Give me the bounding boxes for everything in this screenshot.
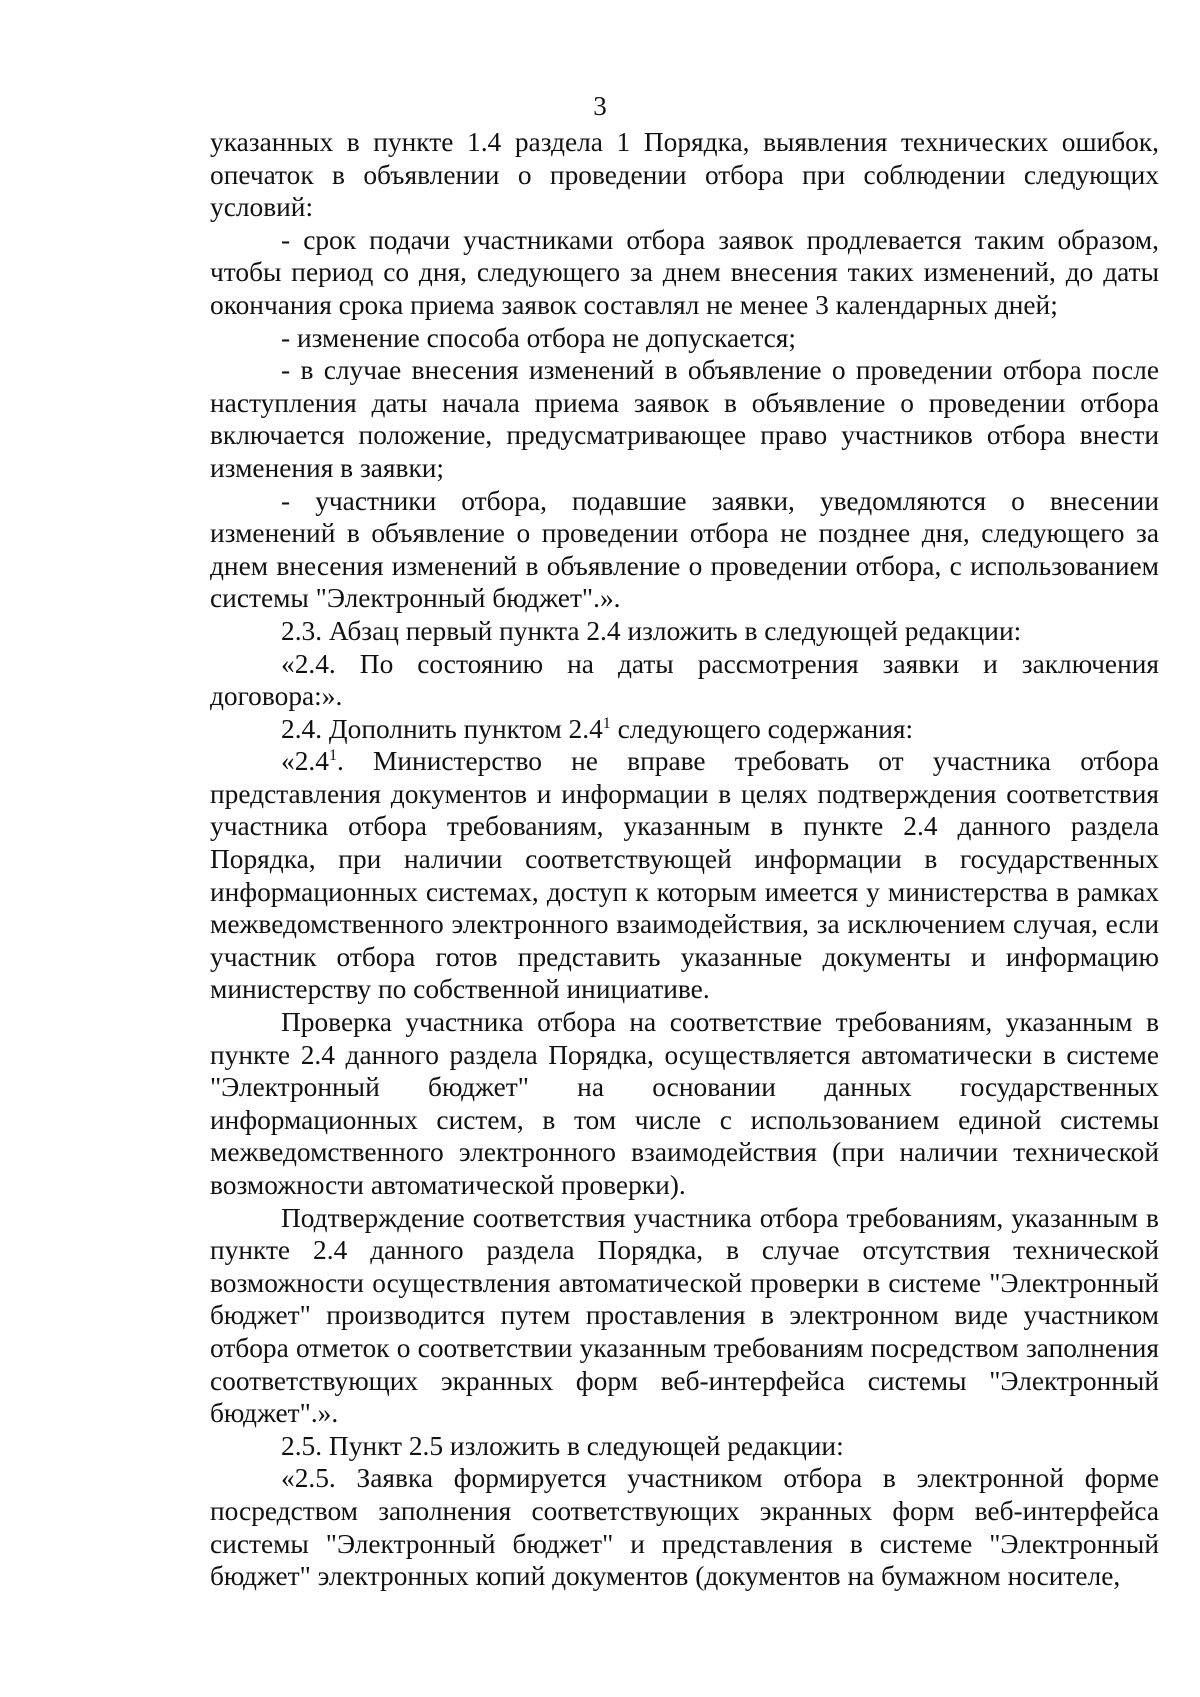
- paragraph-text: «2.4: [281, 746, 329, 777]
- document-body: [210, 126, 1159, 1593]
- paragraph-text: «2.4. По состоянию на даты рассмотрения заявки и заключения договора:».: [210, 648, 1159, 712]
- paragraph: [210, 1006, 1159, 1202]
- paragraph: [210, 745, 1159, 1006]
- paragraph: [210, 126, 1159, 224]
- paragraph-text: - в случае внесения изменений в объявление о проведении отбора после наступления даты начала приема заявок в объявление о проведении отбора включается положение, предусматривающее право участников отбора внести изменения в заявки;: [210, 355, 1159, 483]
- paragraph-text: Проверка участника отбора на соответствие требованиям, указанным в пункте 2.4 данного раздела Порядка, осуществляется автоматически в системе "Электронный бюджет" на основании данных государственных информационных систем, в том числе с использованием единой системы межведомственного электронного взаимодействия (при наличии технической возможности автоматической проверки).: [210, 1007, 1159, 1200]
- paragraph: [210, 485, 1159, 615]
- page-number: 3: [593, 91, 607, 121]
- paragraph: [210, 1430, 1159, 1463]
- paragraph: [210, 224, 1159, 322]
- paragraph-text: 2.4. Дополнить пунктом 2.4: [281, 713, 603, 744]
- paragraph-text: 2.5. Пункт 2.5 изложить в следующей редакции:: [281, 1430, 844, 1461]
- paragraph: [210, 713, 1159, 746]
- paragraph-text: «2.5. Заявка формируется участником отбора в электронной форме посредством заполнения соответствующих экранных форм веб-интерфейса системы "Электронный бюджет" и представления в системе "Электронный бюджет" электронных копий документов (документов на бумажном носителе,: [210, 1463, 1159, 1592]
- superscript-index: 1: [328, 747, 337, 765]
- superscript-index: 1: [602, 714, 611, 732]
- paragraph-text: - участники отбора, подавшие заявки, уведомляются о внесении изменений в объявление о проведении отбора не позднее дня, следующего за днем внесения изменений в объявление о проведении отбора, с использованием системы "Электронный бюджет".».: [210, 485, 1159, 614]
- paragraph-text-continued: . Министерство не вправе требовать от участника отбора представления документов и информации в целях подтверждения соответствия участника отбора требованиям, указанным в пункте 2.4 данного раздела Порядка, при наличии соответствующей информации в государственных информационных системах, доступ к которым имеется у министерства в рамках межведомственного электронного взаимодействия, за исключением случая, если участник отбора готов представить указанные документы и информацию министерству по собственной инициативе.: [210, 746, 1159, 1005]
- paragraph-text: 2.3. Абзац первый пункта 2.4 изложить в следующей редакции:: [281, 615, 1022, 646]
- paragraph-text: указанных в пункте 1.4 раздела 1 Порядка, выявления технических ошибок, опечаток в объявлении о проведении отбора при соблюдении следующих условий:: [210, 127, 1159, 223]
- paragraph: [210, 648, 1159, 713]
- paragraph: [210, 322, 1159, 355]
- paragraph: [210, 1202, 1159, 1430]
- paragraph-text: - срок подачи участниками отбора заявок продлевается таким образом, чтобы период со дня, следующего за днем внесения таких изменений, до даты окончания срока приема заявок составлял не менее 3 календарных дней;: [210, 224, 1159, 320]
- paragraph-text: Подтверждение соответствия участника отбора требованиям, указанным в пункте 2.4 данного раздела Порядка, в случае отсутствия технической возможности осуществления автоматической проверки в системе "Электронный бюджет" производится путем проставления в электронном виде участником отбора отметок о соответствии указанным требованиям посредством заполнения соответствующих экранных форм веб-интерфейса системы "Электронный бюджет".».: [210, 1202, 1159, 1429]
- paragraph: [210, 615, 1159, 648]
- paragraph-text: - изменение способа отбора не допускается;: [281, 322, 796, 353]
- paragraph: [210, 1462, 1159, 1592]
- paragraph-text-continued: следующего содержания:: [610, 713, 914, 744]
- paragraph: [210, 354, 1159, 484]
